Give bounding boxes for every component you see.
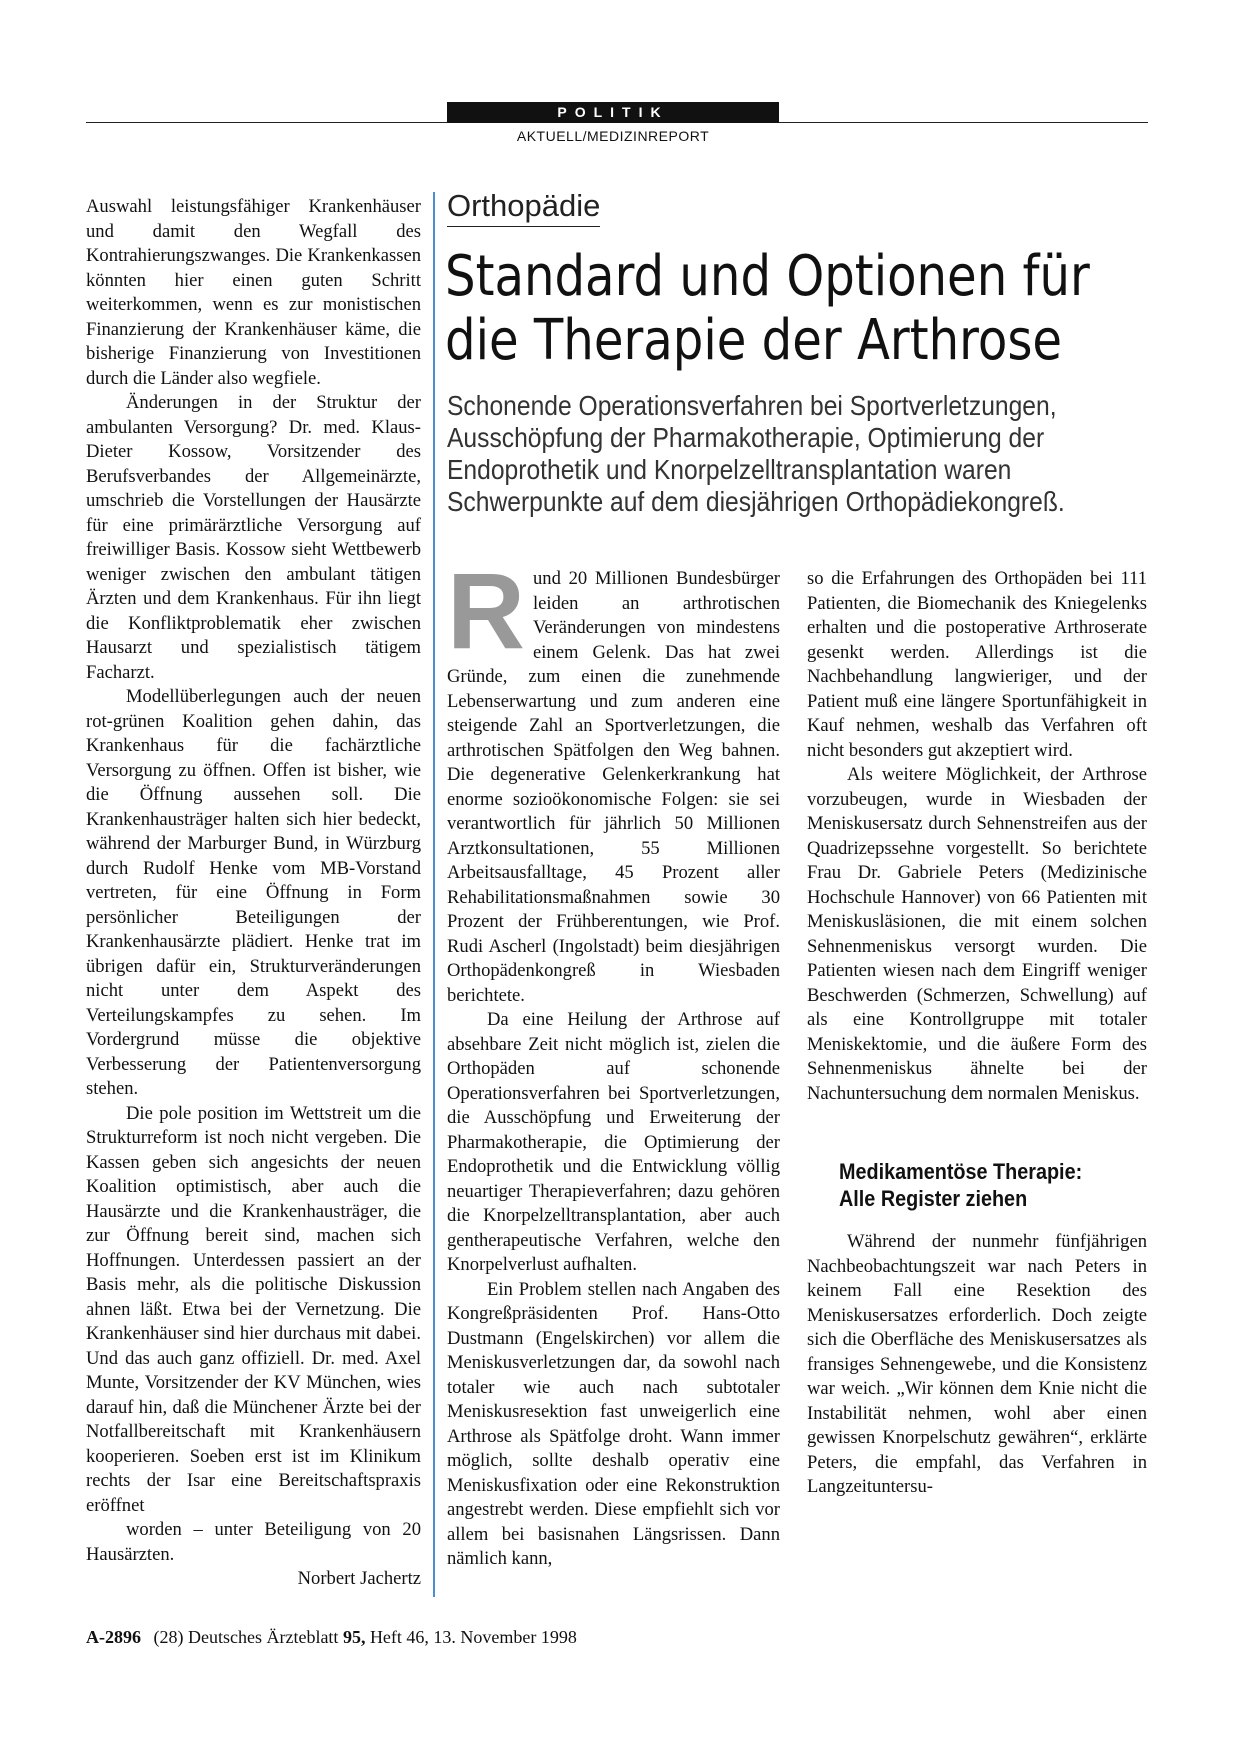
article-kicker: Orthopädie: [447, 188, 600, 227]
left-paragraph: Modellüberlegungen auch der neuen rot-grünen Koalition gehen dahin, das Krankenhaus für die fachärztliche Versorgung zu öffnen. Offen ist bisher, wie die Öffnung aussehen soll. Die Krankenhausträger halten sich hier bedeckt, während der Marburger Bund, in Würzburg durch Rudolf Henke vom MB-Vorstand vertreten, für eine Öffnung in Form persönlicher Beteiligungen der Krankenhausärzte plädiert. Henke trat im übrigen dafür ein, Strukturveränderungen nicht unter dem Aspekt des Verteilungskampfes zu sehen. Im Vordergrund müsse die objektive Verbesserung der Patientenversorgung stehen.: [86, 686, 421, 1099]
page-footer: [86, 1627, 577, 1648]
teaser-line: Endoprothetik und Knorpelzelltransplantation waren: [447, 454, 1012, 485]
section-label: POLITIK: [447, 102, 779, 123]
article-headline: [445, 244, 1090, 373]
author-line: [86, 1567, 421, 1592]
article-paragraph: Da eine Heilung der Arthrose auf absehbare Zeit nicht möglich ist, zielen die Orthopäden auf schonende Operationsverfahren bei Sportverletzungen, die Ausschöpfung und Erweiterung der Pharmakotherapie, die Optimierung der Endoprothetik und die Entwicklung völlig neuartiger Therapieverfahren; dazu gehören die Knorpelzelltransplantation, aber auch gentherapeutische Verfahren, welche den Knorpelverlust aufhalten.: [447, 1009, 780, 1275]
headline-line: Standard und Optionen für: [445, 244, 1090, 309]
issue-suffix: Heft 46, 13. November 1998: [369, 1627, 577, 1647]
left-paragraph: Auswahl leistungsfähiger Krankenhäuser und damit den Wegfall des Kontrahierungszwanges. Die Krankenkassen könnten hier einen guten Schritt weiterkommen, wenn es zur monistischen Finanzierung der Krankenhäuser käme, die bisherige Finanzierung von Investitionen durch die Länder also wegfiele.: [86, 196, 421, 389]
teaser-line: Schonende Operationsverfahren bei Sportverletzungen,: [447, 390, 1057, 421]
teaser-line: Ausschöpfung der Pharmakotherapie, Optimierung der: [447, 422, 1045, 453]
drop-cap: R: [447, 550, 525, 671]
article-paragraph: Als weitere Möglichkeit, der Arthrose vorzubeugen, wurde in Wiesbaden der Meniskusersatz durch Sehnenstreifen aus der Quadrizepssehne vorgestellt. So berichtete Frau Dr. Gabriele Peters (Medizinische Hochschule Hannover) von 66 Patienten mit Meniskusläsionen, die mit einem solchen Sehnenmeniskus versorgt wurden. Die Patienten wiesen nach dem Eingriff weniger Beschwerden (Schmerzen, Schwellung) auf als eine Kontrollgruppe mit totaler Meniskektomie, und die äußere Form des Sehnenmeniskus ähnelte bei der Nachuntersuchung dem normalen Meniskus.: [807, 764, 1147, 1104]
teaser-line: Schwerpunkte auf dem diesjährigen Orthopädiekongreß.: [447, 486, 1065, 517]
volume-number: 95,: [342, 1627, 366, 1647]
right-column: [807, 567, 1147, 1500]
left-paragraph: Änderungen in der Struktur der ambulanten Versorgung? Dr. med. Klaus-Dieter Kossow, Vorsitzender des Berufsverbandes der Allgemeinärzte, umschrieb die Vorstellungen der Hausärzte für eine primärärztliche Versorgung auf freiwilliger Basis. Kossow sieht Wettbewerb weniger zwischen den ambulant tätigen Ärzten und dem Krankenhaus. Für ihn liegt die Konfliktproblematik eher zwischen Hausarzt und spezialistisch tätigem Facharzt.: [86, 392, 421, 683]
left-last-line: worden – unter Beteiligung von 20 Hausärzten.: [86, 1519, 421, 1565]
left-paragraph: Die pole position im Wettstreit um die Strukturreform ist noch nicht vergeben. Die Kassen geben sich angesichts der neuen Koalition optimistisch, aber auch die Hausärzte und die Krankenhausträger, die zur Öffnung bereit sind, machen sich Hoffnungen. Unterdessen passiert an der Basis mehr, als die politische Diskussion ahnen läßt. Etwa bei der Vernetzung. Die Krankenhäuser sind hier durchaus mit dabei. Und das auch ganz offiziell. Dr. med. Axel Munte, Vorsitzender der KV München, wies darauf hin, daß die Münchener Ärzte bei der Notfallbereitschaft mit Krankenhäusern kooperieren. Soeben erst ist im Klinikum rechts der Isar eine Bereitschaftspraxis eröffnet: [86, 1102, 421, 1516]
article-subhead: [839, 1158, 1116, 1212]
article-teaser: [447, 390, 1067, 518]
issue-prefix: (28) Deutsches Ärzteblatt: [153, 1627, 339, 1647]
left-column: [86, 195, 421, 1592]
headline-line: die Therapie der Arthrose: [445, 308, 1063, 373]
subhead-line: Alle Register ziehen: [839, 1186, 1028, 1211]
article-paragraph: Ein Problem stellen nach Angaben des Kongreßpräsidenten Prof. Hans-Otto Dustmann (Engelskirchen) vor allem die Meniskusverletzungen dar, da sowohl nach totaler wie auch nach subtotaler Meniskusresektion fast unweigerlich eine Arthrose als Spätfolge droht. Wann immer möglich, sollte deshalb operativ eine Meniskusfixation oder eine Rekonstruktion angestrebt werden. Diese empfiehlt sich vor allem bei basisnahen Längsrissen. Dann nämlich kann,: [447, 1278, 780, 1569]
first-paragraph-text: und 20 Millionen Bundesbürger leiden an arthrotischen Veränderungen von mindestens einem Gelenk. Das hat zwei Gründe, zum einen die zunehmende Lebenserwartung und zum anderen eine steigende Zahl an Sportverletzungen, die arthrotischen Spätfolgen den Weg bahnen. Die degenerative Gelenkerkrankung hat enorme sozioökonomische Folgen: sie sei verantwortlich für jährlich 50 Millionen Arztkonsultationen, 55 Millionen Arbeitsausfalltage, 45 Prozent aller Rehabilitationsmaßnahmen sowie 30 Prozent der Frühberentungen, wie Prof. Rudi Ascherl (Ingolstadt) beim diesjährigen Orthopädenkongreß in Wiesbaden berichtete.: [447, 568, 780, 1006]
article-paragraph: so die Erfahrungen des Orthopäden bei 111 Patienten, die Biomechanik des Kniegelenks erhalten und die postoperative Arthroserate gesenkt werden. Allerdings ist die Nachbehandlung langwieriger, und der Patient muß eine längere Sportunfähigkeit in Kauf nehmen, weshalb das Verfahren oft nicht besonders gut akzeptiert wird.: [807, 568, 1147, 761]
left-closing-line: [86, 1518, 421, 1567]
page-code: A-2896: [86, 1627, 141, 1647]
subsection-label: AKTUELL/MEDIZINREPORT: [516, 128, 710, 144]
author-signature: Norbert Jachertz: [297, 1568, 421, 1589]
column-divider: [433, 192, 435, 1597]
article-paragraph: Während der nunmehr fünfjährigen Nachbeobachtungszeit war nach Peters in keinem Fall eine Resektion des Meniskusersatzes erforderlich. Doch zeigte sich die Oberfläche des Meniskusersatzes als fransiges Sehnengewebe, und die Konsistenz war weich. „Wir können dem Knie nicht die Instabilität nehmen, wohl aber einen gewissen Knorpelschutz gewähren“, erklärte Peters, die empfahl, das Verfahren in Langzeituntersu-: [807, 1231, 1147, 1497]
article-first-paragraph: [447, 550, 780, 1008]
subhead-line: Medikamentöse Therapie:: [839, 1159, 1083, 1184]
middle-column: [447, 550, 780, 1572]
